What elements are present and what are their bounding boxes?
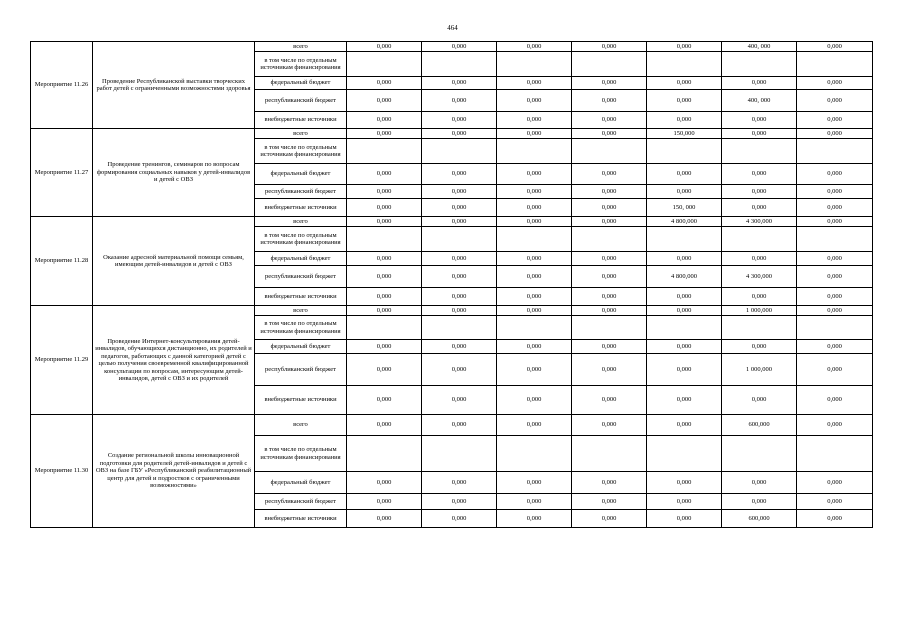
amount-cell: 0,000 — [497, 90, 572, 112]
amount-cell: 0,000 — [647, 510, 722, 528]
amount-cell: 0,000 — [722, 494, 797, 510]
amount-cell — [572, 52, 647, 77]
amount-cell — [722, 227, 797, 252]
amount-cell: 0,000 — [497, 42, 572, 52]
amount-cell — [347, 227, 422, 252]
amount-cell — [647, 436, 722, 472]
amount-cell: 0,000 — [647, 472, 722, 494]
amount-cell — [722, 52, 797, 77]
amount-cell: 0,000 — [347, 90, 422, 112]
amount-cell — [797, 139, 873, 164]
funding-source: всего — [255, 129, 347, 139]
amount-cell: 4 300,000 — [722, 266, 797, 288]
amount-cell: 0,000 — [422, 129, 497, 139]
amount-cell: 0,000 — [422, 112, 497, 129]
amount-cell: 0,000 — [647, 340, 722, 354]
amount-cell: 600,000 — [722, 415, 797, 436]
table-row — [31, 129, 873, 139]
amount-cell: 0,000 — [572, 510, 647, 528]
amount-cell — [647, 52, 722, 77]
amount-cell: 1 000,000 — [722, 354, 797, 386]
amount-cell: 0,000 — [722, 252, 797, 266]
amount-cell: 0,000 — [347, 199, 422, 217]
amount-cell — [647, 316, 722, 340]
amount-cell: 0,000 — [572, 386, 647, 415]
measure-title: Проведение тренингов, семинаров по вопросам формирования социальных навыков у детей-инвалидов и детей с ОВЗ — [93, 129, 255, 217]
funding-source: федеральный бюджет — [255, 472, 347, 494]
amount-cell: 400, 000 — [722, 42, 797, 52]
amount-cell: 150, 000 — [647, 199, 722, 217]
amount-cell: 0,000 — [722, 340, 797, 354]
amount-cell: 0,000 — [422, 77, 497, 90]
amount-cell: 0,000 — [722, 164, 797, 185]
funding-source: в том числе по отдельным источникам финансирования — [255, 227, 347, 252]
amount-cell: 0,000 — [497, 494, 572, 510]
amount-cell: 0,000 — [722, 77, 797, 90]
amount-cell: 0,000 — [422, 340, 497, 354]
amount-cell: 0,000 — [497, 217, 572, 227]
amount-cell: 4 800,000 — [647, 266, 722, 288]
amount-cell: 0,000 — [647, 386, 722, 415]
amount-cell: 0,000 — [497, 129, 572, 139]
amount-cell: 0,000 — [347, 288, 422, 306]
amount-cell: 0,000 — [647, 77, 722, 90]
amount-cell: 0,000 — [797, 199, 873, 217]
measure-id: Мероприятие 11.26 — [31, 42, 93, 129]
amount-cell: 0,000 — [722, 288, 797, 306]
amount-cell: 0,000 — [572, 164, 647, 185]
table-row — [31, 415, 873, 436]
amount-cell: 0,000 — [722, 199, 797, 217]
amount-cell: 0,000 — [797, 306, 873, 316]
funding-source: в том числе по отдельным источникам финансирования — [255, 316, 347, 340]
amount-cell — [497, 227, 572, 252]
amount-cell: 0,000 — [572, 90, 647, 112]
amount-cell — [422, 52, 497, 77]
amount-cell: 0,000 — [497, 112, 572, 129]
amount-cell: 0,000 — [497, 77, 572, 90]
amount-cell: 0,000 — [422, 199, 497, 217]
amount-cell: 0,000 — [497, 354, 572, 386]
funding-source: республиканский бюджет — [255, 90, 347, 112]
amount-cell: 0,000 — [797, 129, 873, 139]
table-row — [31, 217, 873, 227]
funding-table — [30, 41, 873, 528]
amount-cell: 0,000 — [347, 510, 422, 528]
amount-cell: 0,000 — [647, 90, 722, 112]
amount-cell: 0,000 — [497, 252, 572, 266]
amount-cell: 0,000 — [347, 185, 422, 199]
amount-cell: 0,000 — [647, 415, 722, 436]
measure-id: Мероприятие 11.27 — [31, 129, 93, 217]
amount-cell — [722, 139, 797, 164]
amount-cell — [347, 52, 422, 77]
amount-cell: 0,000 — [422, 217, 497, 227]
table-row — [31, 306, 873, 316]
amount-cell — [647, 139, 722, 164]
table-row — [31, 42, 873, 52]
measure-title: Оказание адресной материальной помощи семьям, имеющим детей-инвалидов и детей с ОВЗ — [93, 217, 255, 306]
amount-cell — [422, 227, 497, 252]
amount-cell: 0,000 — [497, 266, 572, 288]
amount-cell: 0,000 — [497, 199, 572, 217]
measure-title: Создание региональной школы инновационной подготовки для родителей детей-инвалидов и детей с ОВЗ на базе ГБУ «Республиканский реабилитационный центр для детей и подростков с ограниченными возможностями» — [93, 415, 255, 528]
amount-cell: 1 000,000 — [722, 306, 797, 316]
amount-cell: 0,000 — [347, 112, 422, 129]
amount-cell: 0,000 — [797, 386, 873, 415]
amount-cell: 0,000 — [572, 199, 647, 217]
amount-cell: 0,000 — [572, 354, 647, 386]
amount-cell — [572, 436, 647, 472]
amount-cell: 0,000 — [572, 306, 647, 316]
amount-cell: 0,000 — [797, 415, 873, 436]
amount-cell: 0,000 — [797, 266, 873, 288]
amount-cell: 4 800,000 — [647, 217, 722, 227]
funding-source: внебюджетные источники — [255, 199, 347, 217]
amount-cell: 0,000 — [497, 472, 572, 494]
amount-cell: 4 300,000 — [722, 217, 797, 227]
amount-cell: 0,000 — [422, 288, 497, 306]
funding-source: федеральный бюджет — [255, 77, 347, 90]
amount-cell — [572, 316, 647, 340]
amount-cell: 0,000 — [497, 510, 572, 528]
amount-cell: 0,000 — [347, 217, 422, 227]
amount-cell: 0,000 — [572, 494, 647, 510]
amount-cell: 0,000 — [722, 472, 797, 494]
amount-cell — [797, 227, 873, 252]
funding-source: в том числе по отдельным источникам финансирования — [255, 139, 347, 164]
amount-cell — [797, 52, 873, 77]
amount-cell: 0,000 — [647, 112, 722, 129]
funding-source: всего — [255, 217, 347, 227]
amount-cell — [422, 436, 497, 472]
funding-source: внебюджетные источники — [255, 386, 347, 415]
funding-source: республиканский бюджет — [255, 494, 347, 510]
amount-cell — [572, 139, 647, 164]
amount-cell — [422, 316, 497, 340]
amount-cell: 0,000 — [797, 77, 873, 90]
funding-source: республиканский бюджет — [255, 185, 347, 199]
amount-cell: 0,000 — [422, 306, 497, 316]
amount-cell — [422, 139, 497, 164]
amount-cell — [647, 227, 722, 252]
amount-cell: 0,000 — [497, 340, 572, 354]
amount-cell: 0,000 — [422, 164, 497, 185]
funding-source: в том числе по отдельным источникам финансирования — [255, 52, 347, 77]
amount-cell: 0,000 — [347, 42, 422, 52]
amount-cell: 0,000 — [722, 129, 797, 139]
measure-title: Проведение Интернет-консультирования детей-инвалидов, обучающихся дистанционно, их родителей и педагогов, работающих с данной категорией детей с целью получения своевременной квалифицированной консультации по вопросам, интересующим детей-инвалидов, детей с ОВЗ и их родителей — [93, 306, 255, 415]
amount-cell: 150,000 — [647, 129, 722, 139]
funding-source: внебюджетные источники — [255, 112, 347, 129]
funding-source: всего — [255, 306, 347, 316]
measure-id: Мероприятие 11.28 — [31, 217, 93, 306]
amount-cell: 0,000 — [647, 252, 722, 266]
amount-cell: 0,000 — [347, 266, 422, 288]
amount-cell: 0,000 — [647, 185, 722, 199]
amount-cell: 0,000 — [797, 288, 873, 306]
amount-cell — [572, 227, 647, 252]
amount-cell — [722, 436, 797, 472]
amount-cell: 0,000 — [422, 42, 497, 52]
amount-cell: 0,000 — [647, 164, 722, 185]
amount-cell: 0,000 — [347, 77, 422, 90]
amount-cell: 0,000 — [722, 386, 797, 415]
amount-cell: 0,000 — [572, 340, 647, 354]
amount-cell: 0,000 — [422, 266, 497, 288]
measure-title: Проведение Республиканской выставки творческих работ детей с ограниченными возможностями здоровья — [93, 42, 255, 129]
amount-cell: 0,000 — [497, 306, 572, 316]
funding-source: республиканский бюджет — [255, 354, 347, 386]
measure-id: Мероприятие 11.29 — [31, 306, 93, 415]
amount-cell: 0,000 — [797, 510, 873, 528]
amount-cell — [797, 316, 873, 340]
amount-cell — [347, 436, 422, 472]
amount-cell: 0,000 — [422, 472, 497, 494]
amount-cell: 0,000 — [347, 354, 422, 386]
amount-cell: 0,000 — [497, 386, 572, 415]
funding-source: в том числе по отдельным источникам финансирования — [255, 436, 347, 472]
amount-cell: 0,000 — [647, 288, 722, 306]
amount-cell: 0,000 — [347, 340, 422, 354]
amount-cell: 600,000 — [722, 510, 797, 528]
amount-cell: 0,000 — [422, 415, 497, 436]
amount-cell: 0,000 — [497, 415, 572, 436]
amount-cell: 0,000 — [797, 252, 873, 266]
funding-source: республиканский бюджет — [255, 266, 347, 288]
amount-cell: 0,000 — [422, 386, 497, 415]
page-number: 464 — [447, 24, 458, 32]
funding-source: внебюджетные источники — [255, 510, 347, 528]
amount-cell: 0,000 — [647, 42, 722, 52]
amount-cell: 0,000 — [722, 185, 797, 199]
amount-cell: 0,000 — [347, 252, 422, 266]
amount-cell: 0,000 — [797, 494, 873, 510]
amount-cell: 0,000 — [497, 164, 572, 185]
amount-cell: 0,000 — [572, 217, 647, 227]
amount-cell: 0,000 — [422, 354, 497, 386]
amount-cell: 0,000 — [347, 386, 422, 415]
amount-cell: 0,000 — [647, 306, 722, 316]
amount-cell: 0,000 — [797, 354, 873, 386]
amount-cell — [347, 139, 422, 164]
amount-cell: 0,000 — [497, 185, 572, 199]
amount-cell — [347, 316, 422, 340]
amount-cell: 0,000 — [572, 112, 647, 129]
funding-source: федеральный бюджет — [255, 252, 347, 266]
amount-cell: 0,000 — [647, 354, 722, 386]
amount-cell: 0,000 — [647, 494, 722, 510]
amount-cell: 0,000 — [497, 288, 572, 306]
amount-cell: 0,000 — [797, 340, 873, 354]
amount-cell: 0,000 — [572, 415, 647, 436]
amount-cell: 0,000 — [797, 217, 873, 227]
amount-cell — [497, 52, 572, 77]
amount-cell — [722, 316, 797, 340]
amount-cell: 0,000 — [572, 129, 647, 139]
amount-cell: 0,000 — [347, 306, 422, 316]
amount-cell: 0,000 — [422, 185, 497, 199]
amount-cell: 0,000 — [572, 252, 647, 266]
funding-source: федеральный бюджет — [255, 164, 347, 185]
amount-cell: 0,000 — [572, 42, 647, 52]
amount-cell — [497, 316, 572, 340]
amount-cell: 0,000 — [572, 288, 647, 306]
amount-cell: 0,000 — [347, 164, 422, 185]
amount-cell: 0,000 — [572, 185, 647, 199]
amount-cell: 0,000 — [797, 164, 873, 185]
amount-cell: 0,000 — [347, 472, 422, 494]
amount-cell — [497, 139, 572, 164]
amount-cell: 0,000 — [722, 112, 797, 129]
amount-cell: 0,000 — [797, 185, 873, 199]
amount-cell: 0,000 — [422, 494, 497, 510]
measure-id: Мероприятие 11.30 — [31, 415, 93, 528]
amount-cell: 0,000 — [797, 90, 873, 112]
funding-source: федеральный бюджет — [255, 340, 347, 354]
amount-cell: 0,000 — [572, 266, 647, 288]
amount-cell: 0,000 — [422, 90, 497, 112]
funding-source: всего — [255, 42, 347, 52]
amount-cell: 0,000 — [347, 494, 422, 510]
amount-cell: 0,000 — [797, 472, 873, 494]
amount-cell: 0,000 — [797, 112, 873, 129]
amount-cell: 0,000 — [347, 415, 422, 436]
amount-cell — [497, 436, 572, 472]
amount-cell — [797, 436, 873, 472]
amount-cell: 0,000 — [422, 252, 497, 266]
amount-cell: 0,000 — [422, 510, 497, 528]
funding-source: всего — [255, 415, 347, 436]
amount-cell: 0,000 — [572, 472, 647, 494]
amount-cell: 0,000 — [347, 129, 422, 139]
amount-cell: 400, 000 — [722, 90, 797, 112]
amount-cell: 0,000 — [797, 42, 873, 52]
funding-source: внебюджетные источники — [255, 288, 347, 306]
amount-cell: 0,000 — [572, 77, 647, 90]
